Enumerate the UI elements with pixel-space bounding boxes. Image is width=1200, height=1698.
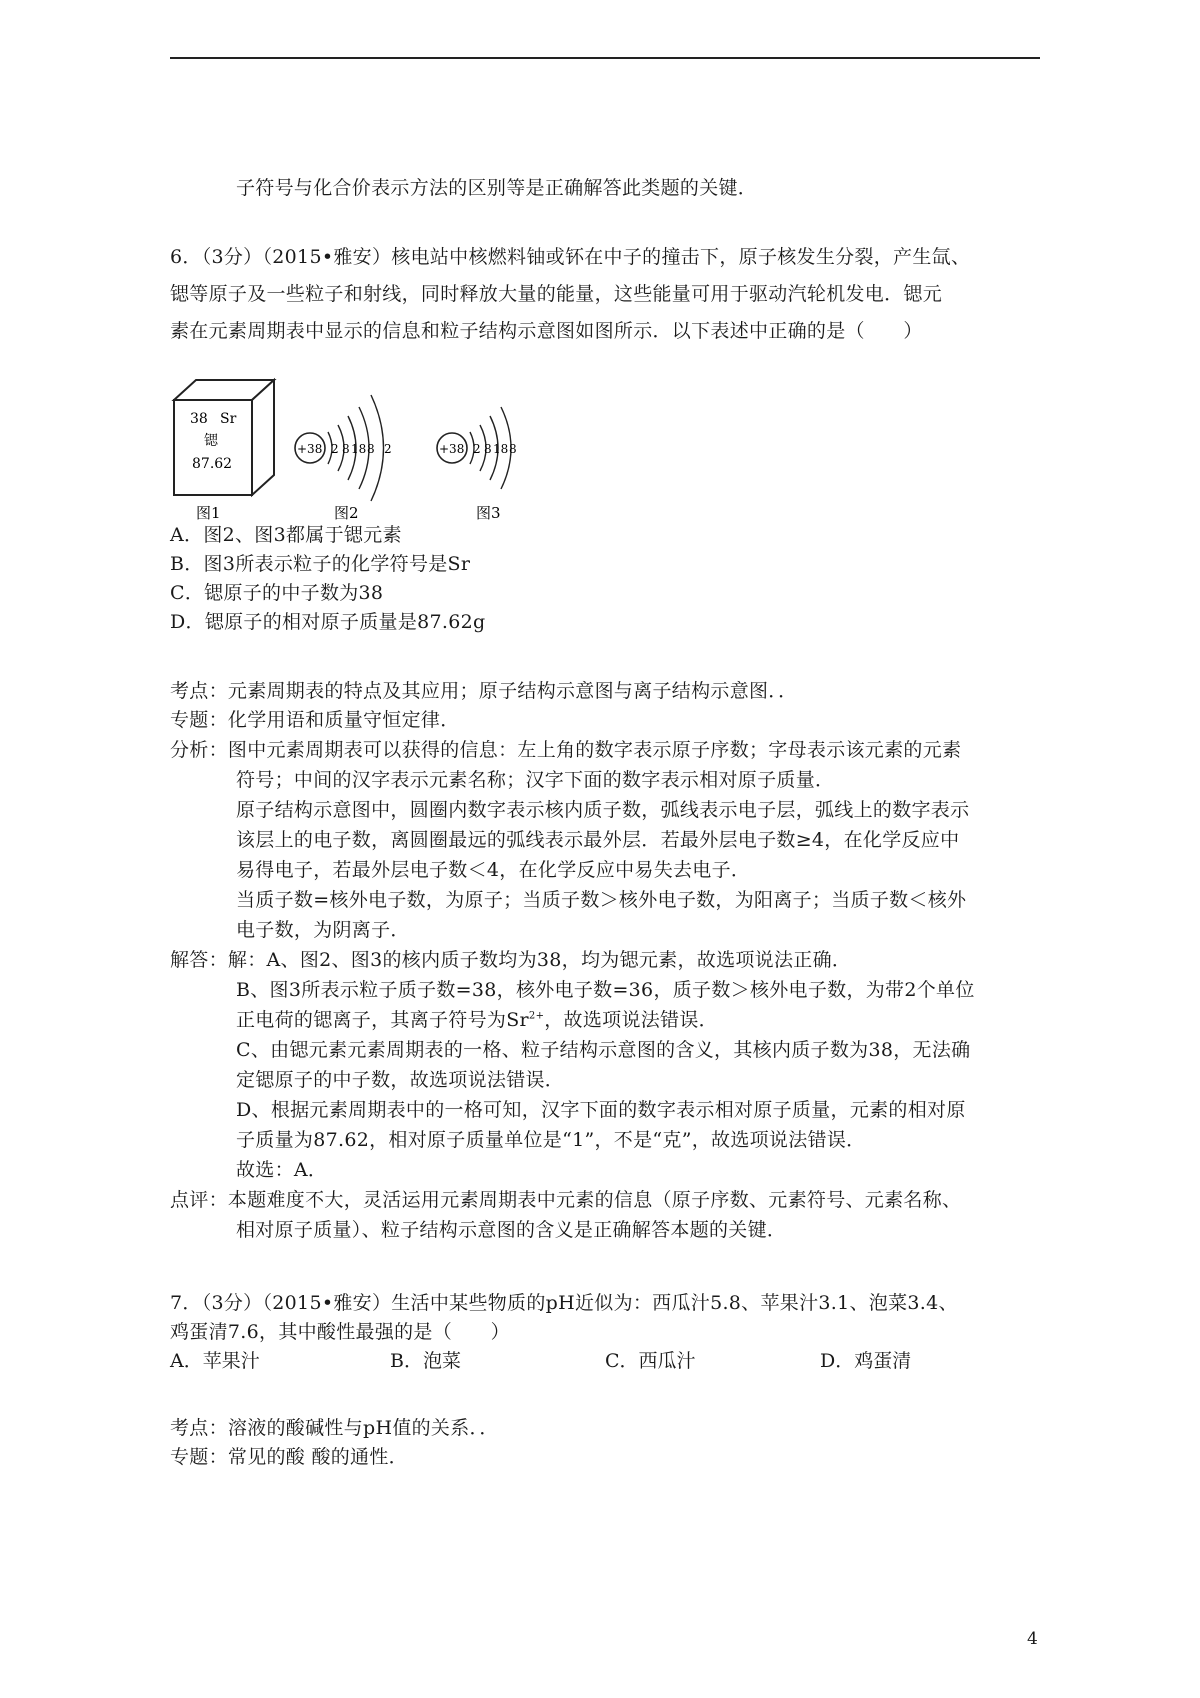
q7-stem-line-1: 7．（3分）（2015•雅安）生活中某些物质的pH近似为：西瓜汁5.8、苹果汁3.1、泡菜3.4、 <box>170 1292 958 1314</box>
q6-fenxi-1: 分析：图中元素周期表可以获得的信息：左上角的数字表示原子序数；字母表示该元素的元素 <box>170 739 962 761</box>
fig2-shell-4: 8 <box>367 442 375 456</box>
q6-dianping-1: 点评：本题难度不大，灵活运用元素周期表中元素的信息（原子序数、元素符号、元素名称、 <box>170 1189 962 1211</box>
ion-structure-figure <box>437 407 517 522</box>
ion-charge-superscript: 2+ <box>528 1010 545 1022</box>
fig3-shell-4: 8 <box>509 442 517 456</box>
caption-fig1: 图1 <box>196 504 221 522</box>
q6-fenxi-7: 电子数，为阴离子． <box>236 919 410 941</box>
q6-jieda-3: 正电荷的锶离子，其离子符号为$Sr^{2+}$，故选项说法错误． <box>236 1009 718 1031</box>
q6-jieda-7: 子质量为87.62，相对原子质量单位是“1”，不是“克”，故选项说法错误． <box>236 1129 866 1151</box>
q6-option-d: D．锶原子的相对原子质量是87.62g <box>170 611 486 633</box>
q6-jieda-4: C、由锶元素元素周期表的一格、粒子结构示意图的含义，其核内质子数为38，无法确 <box>236 1039 971 1061</box>
cell-name: 锶 <box>204 433 218 449</box>
cell-number: 38 <box>190 411 208 427</box>
cell-mass: 87.62 <box>192 456 233 472</box>
element-cell-figure <box>174 380 274 522</box>
q6-kaodian: 考点：元素周期表的特点及其应用；原子结构示意图与离子结构示意图．． <box>170 680 798 702</box>
q6-option-c: C．锶原子的中子数为38 <box>170 582 384 604</box>
fig2-shell-1: 2 <box>331 442 339 456</box>
fig2-nucleus: +38 <box>297 442 323 456</box>
q6-jieda-5: 定锶原子的中子数，故选项说法错误． <box>236 1069 565 1091</box>
atom-structure-figure <box>295 395 392 522</box>
q6-option-a: A．图2、图3都属于锶元素 <box>170 524 402 546</box>
q6-dianping-2: 相对原子质量）、粒子结构示意图的含义是正确解答本题的关键． <box>236 1219 787 1241</box>
q6-option-b: B．图3所表示粒子的化学符号是Sr <box>170 553 471 575</box>
q7-option-d: D．鸡蛋清 <box>820 1350 912 1372</box>
q6-zhuanti: 专题：化学用语和质量守恒定律． <box>170 709 460 731</box>
q7-option-a: A．苹果汁 <box>170 1350 260 1372</box>
q7-option-c: C．西瓜汁 <box>605 1350 696 1372</box>
fig3-shell-1: 2 <box>473 442 481 456</box>
q7-kaodian: 考点：溶液的酸碱性与pH值的关系．． <box>170 1417 499 1439</box>
page-number: 4 <box>1027 1629 1038 1649</box>
fig3-nucleus: +38 <box>439 442 465 456</box>
fig2-shell-3: 18 <box>351 442 367 456</box>
q6-jieda-2: B、图3所表示粒子质子数=38，核外电子数=36，质子数＞核外电子数，为带2个单位 <box>236 979 975 1001</box>
prev-answer-tail: 子符号与化合价表示方法的区别等是正确解答此类题的关键． <box>236 177 758 199</box>
q6-stem-line-3: 素在元素周期表中显示的信息和粒子结构示意图如图所示．以下表述中正确的是（ ） <box>170 320 923 342</box>
q6-stem-line-1: 6．（3分）（2015•雅安）核电站中核燃料铀或钚在中子的撞击下，原子核发生分裂，产生氙、 <box>170 246 971 268</box>
q6-jieda-8: 故选：A． <box>236 1159 328 1181</box>
caption-fig2: 图2 <box>334 504 359 522</box>
fig2-shell-2: 8 <box>342 442 350 456</box>
q6-fenxi-6: 当质子数=核外电子数，为原子；当质子数＞核外电子数，为阳离子；当质子数＜核外 <box>236 889 967 911</box>
caption-fig3: 图3 <box>476 504 501 522</box>
q7-zhuanti: 专题：常见的酸 酸的通性． <box>170 1446 408 1468</box>
q6-fenxi-3: 原子结构示意图中，圆圈内数字表示核内质子数，弧线表示电子层，弧线上的数字表示 <box>236 799 970 821</box>
fig3-shell-3: 18 <box>493 442 509 456</box>
q6-fenxi-2: 符号；中间的汉字表示元素名称；汉字下面的数字表示相对原子质量． <box>236 769 835 791</box>
q6-fenxi-4: 该层上的电子数，离圆圈最远的弧线表示最外层．若最外层电子数≥4，在化学反应中 <box>236 829 960 851</box>
fig3-shell-2: 8 <box>484 442 492 456</box>
q6-fenxi-5: 易得电子，若最外层电子数＜4，在化学反应中易失去电子． <box>236 859 751 881</box>
q6-jieda-6: D、根据元素周期表中的一格可知，汉字下面的数字表示相对原子质量，元素的相对原 <box>236 1099 966 1121</box>
q7-stem-line-2: 鸡蛋清7.6，其中酸性最强的是（ ） <box>170 1321 510 1343</box>
strontium-figure <box>170 370 550 525</box>
cell-symbol: Sr <box>220 411 237 427</box>
fig2-shell-5: 2 <box>384 442 392 456</box>
q6-jieda-1: 解答：解：A、图2、图3的核内质子数均为38，均为锶元素，故选项说法正确． <box>170 949 852 971</box>
header-rule <box>170 57 1040 59</box>
q6-stem-line-2: 锶等原子及一些粒子和射线，同时释放大量的能量，这些能量可用于驱动汽轮机发电．锶元 <box>170 283 943 305</box>
q7-option-b: B．泡菜 <box>390 1350 461 1372</box>
